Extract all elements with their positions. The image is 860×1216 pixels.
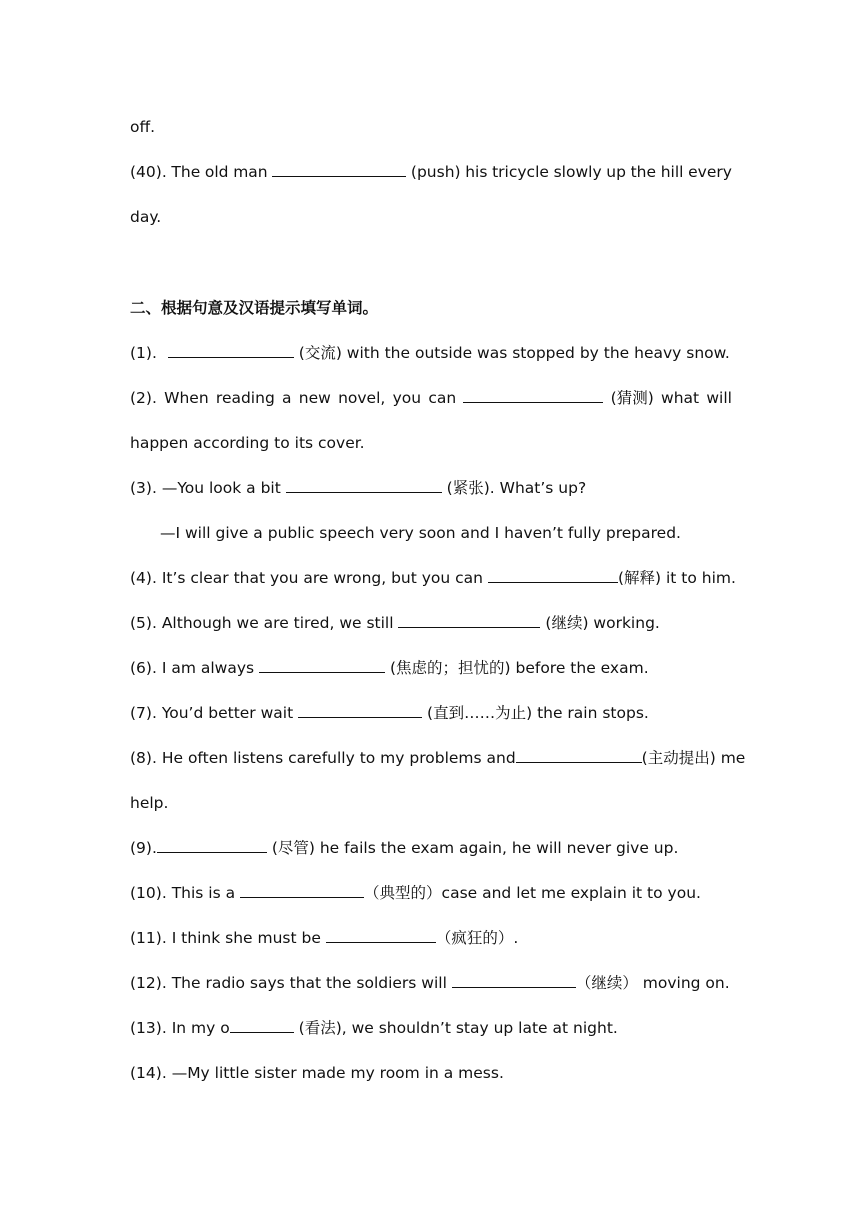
question-text: help. — [130, 794, 169, 812]
answer-blank[interactable] — [240, 881, 364, 898]
question-text: —You look a bit — [161, 479, 281, 497]
word: will — [706, 389, 732, 407]
question-text: (尽管) he fails the exam again, he will never give up. — [271, 839, 679, 857]
question-text: I am always — [161, 659, 255, 677]
question-text: （继续） moving on. — [575, 974, 730, 992]
question-2-continuation — [130, 431, 732, 455]
answer-blank[interactable] — [463, 386, 603, 403]
word: new — [298, 389, 331, 407]
question-12 — [130, 971, 732, 995]
question-1 — [130, 341, 732, 365]
word: can — [428, 389, 457, 407]
question-text: (继续) working. — [545, 614, 660, 632]
question-number: (4). — [130, 569, 157, 587]
word: When — [164, 389, 209, 407]
word: old — [204, 163, 229, 181]
word: The — [171, 163, 201, 181]
question-text: （疯狂的）. — [435, 929, 519, 947]
question-text: —My little sister made my room in a mess. — [171, 1064, 504, 1082]
question-9 — [130, 836, 732, 860]
question-text: It’s clear that you are wrong, but you can — [161, 569, 483, 587]
word-hint: (猜测) — [610, 389, 654, 407]
word: the — [630, 163, 657, 181]
question-text: (紧张). What’s up? — [446, 479, 587, 497]
question-text: This is a — [171, 884, 236, 902]
question-14 — [130, 1061, 732, 1085]
question-number: (1). — [130, 344, 157, 362]
answer-blank[interactable] — [272, 160, 406, 177]
answer-blank[interactable] — [286, 476, 442, 493]
question-number: (11). — [130, 929, 167, 947]
question-6 — [130, 656, 732, 680]
prev-question-ending — [130, 115, 732, 139]
section-heading — [130, 296, 732, 320]
word: every — [688, 163, 732, 181]
answer-blank[interactable] — [452, 971, 576, 988]
prev-question-ending-text: off. — [130, 118, 156, 136]
question-text: —I will give a public speech very soon and I haven’t fully prepared. — [160, 524, 681, 542]
question-text: (交流) with the outside was stopped by the heavy snow. — [298, 344, 730, 362]
word: you — [392, 389, 422, 407]
word: man — [233, 163, 268, 181]
question-number: (5). — [130, 614, 157, 632]
question-text: (解释) it to him. — [617, 569, 736, 587]
answer-blank[interactable] — [488, 566, 618, 583]
section-heading-text: 二、根据句意及汉语提示填写单词。 — [130, 299, 379, 317]
word: tricycle — [492, 163, 549, 181]
question-13 — [130, 1016, 732, 1040]
question-11 — [130, 926, 732, 950]
question-8 — [130, 746, 746, 770]
answer-blank[interactable] — [157, 836, 267, 853]
question-8-continuation — [130, 791, 732, 815]
question-text: He often listens carefully to my problems and — [161, 749, 516, 767]
answer-blank[interactable] — [398, 611, 540, 628]
question-3-reply — [160, 521, 732, 545]
question-number: (2). — [130, 389, 157, 407]
question-text: In my o — [171, 1019, 230, 1037]
word: a — [282, 389, 292, 407]
question-number: (7). — [130, 704, 157, 722]
question-text: happen according to its cover. — [130, 434, 365, 452]
question-text: The radio says that the soldiers will — [171, 974, 447, 992]
question-text: （典型的）case and let me explain it to you. — [364, 884, 701, 902]
question-number: (9). — [130, 839, 157, 857]
question-text: (看法), we shouldn’t stay up late at night. — [298, 1019, 618, 1037]
answer-blank[interactable] — [259, 656, 385, 673]
question-number: (13). — [130, 1019, 167, 1037]
question-text: day. — [130, 208, 162, 226]
question-text: You’d better wait — [161, 704, 294, 722]
word: hill — [660, 163, 684, 181]
word: his — [465, 163, 488, 181]
word: what — [661, 389, 700, 407]
question-4 — [130, 566, 736, 590]
question-text: Although we are tired, we still — [161, 614, 394, 632]
question-2 — [130, 386, 732, 410]
word: novel, — [338, 389, 386, 407]
question-number: (40). — [130, 163, 167, 181]
question-text: I think she must be — [171, 929, 321, 947]
question-number: (8). — [130, 749, 157, 767]
question-number: (3). — [130, 479, 157, 497]
question-3 — [130, 476, 732, 500]
answer-blank[interactable] — [168, 341, 294, 358]
answer-blank[interactable] — [230, 1016, 294, 1033]
question-number: (6). — [130, 659, 157, 677]
word: up — [606, 163, 626, 181]
question-10 — [130, 881, 732, 905]
question-number: (14). — [130, 1064, 167, 1082]
question-7 — [130, 701, 732, 725]
question-40 — [130, 160, 732, 184]
question-40-continuation — [130, 205, 732, 229]
word: slowly — [553, 163, 602, 181]
answer-blank[interactable] — [326, 926, 436, 943]
question-5 — [130, 611, 732, 635]
word: reading — [215, 389, 275, 407]
question-text: (直到……为止) the rain stops. — [427, 704, 649, 722]
answer-blank[interactable] — [298, 701, 422, 718]
word-hint: (push) — [410, 163, 461, 181]
question-text: (焦虑的；担忧的) before the exam. — [389, 659, 649, 677]
question-number: (10). — [130, 884, 167, 902]
answer-blank[interactable] — [516, 746, 642, 763]
question-text: (主动提出) me — [641, 749, 746, 767]
question-number: (12). — [130, 974, 167, 992]
